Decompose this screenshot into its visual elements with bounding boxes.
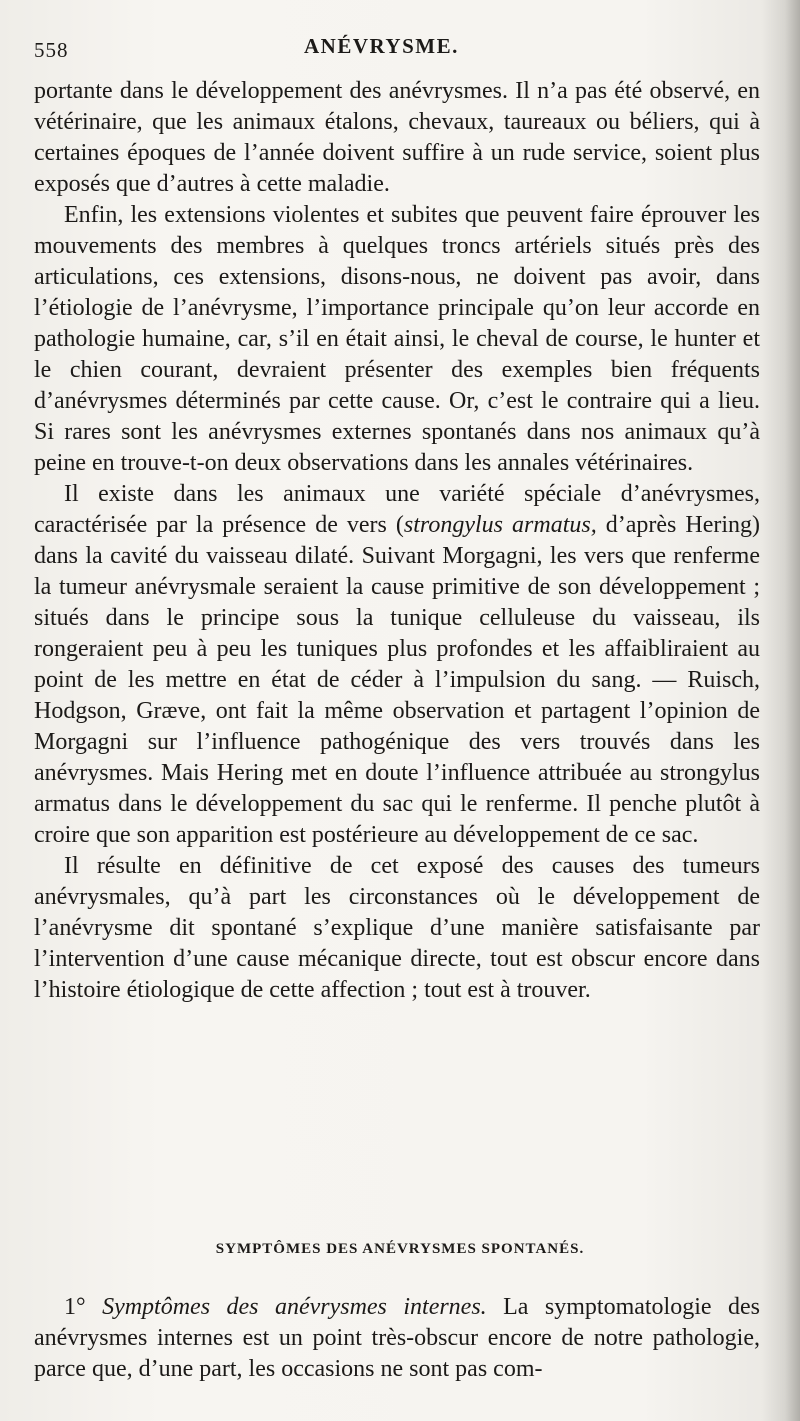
paragraph-3-text-start: Il existe dans les animaux une variété spéciale d’anévrysmes, caractérisée par la présence de vers (	[34, 481, 760, 538]
paragraph-5-text: La symptomatologie des anévrysmes internes est un point très-obscur encore de notre pathologie, parce que, d’une part, les occasions ne sont pas com-	[34, 1294, 760, 1382]
page-edge-shadow	[762, 0, 800, 1421]
body-text	[34, 76, 760, 1006]
paragraph-5	[34, 1292, 760, 1385]
paragraph-5-number: 1°	[64, 1294, 86, 1320]
paragraph-2: Enfin, les extensions violentes et subites que peuvent faire éprouver les mouvements des membres à quelques troncs artériels situés près des articulations, ces extensions, disons-nous, ne doivent pas avoir, dans l’étiologie de l’anévrysme, l’importance principale qu’on leur accorde en pathologie humaine, car, s’il en était ainsi, le cheval de course, le hunter et le chien courant, devraient présenter des exemples bien fréquents d’anévrysmes déterminés par cette cause. Or, c’est le contraire qui a lieu. Si rares sont les anévrysmes externes spontanés dans nos animaux qu’à peine en trouve-t-on deux observations dans les annales vétérinaires.	[34, 202, 760, 476]
paragraph-3-text-end: d’après Hering) dans la cavité du vaisseau dilaté. Suivant Morgagni, les vers que renferme la tumeur anévrysmale seraient la cause primitive de son développement ; situés dans le principe sous la tunique celluleuse du vaisseau, ils rongeraient peu à peu les tuniques plus profondes et les affaibliraient au point de les mettre en état de céder à l’impulsion du sang. — Ruisch, Hodgson, Græve, ont fait la même observation et partagent l’opinion de Morgagni sur l’influence pathogénique des vers trouvés dans les anévrysmes. Mais Hering met en doute l’influence attribuée au strongylus armatus dans le développement du sac qui le renferme. Il penche plutôt à croire que son apparition est postérieure au développement de ce sac.	[34, 512, 761, 848]
paragraph-1: portante dans le développement des anévrysmes. Il n’a pas été observé, en vétérinaire, que les animaux étalons, chevaux, taureaux ou béliers, qui à certaines époques de l’année doivent suffire à un rude service, soient plus exposés que d’autres à cette maladie.	[34, 78, 760, 197]
paragraph-3	[34, 479, 760, 851]
paragraph-4: Il résulte en définitive de cet exposé des causes des tumeurs anévrysmales, qu’à part les circonstances où le développement de l’anévrysme dit spontané s’explique d’une manière satisfaisante par l’intervention d’une cause mécanique directe, tout est obscur encore dans l’histoire étiologique de cette affection ; tout est à trouver.	[34, 853, 760, 1003]
paragraph-3-italic: strongylus armatus,	[403, 512, 597, 538]
paragraph-5-italic: Symptômes des anévrysmes internes.	[102, 1294, 487, 1320]
page-header	[34, 28, 734, 68]
section-body	[34, 1292, 760, 1385]
page-number: 558	[34, 38, 69, 62]
section-heading: SYMPTÔMES DES ANÉVRYSMES SPONTANÉS.	[215, 1241, 585, 1257]
running-title: ANÉVRYSME.	[304, 34, 459, 58]
